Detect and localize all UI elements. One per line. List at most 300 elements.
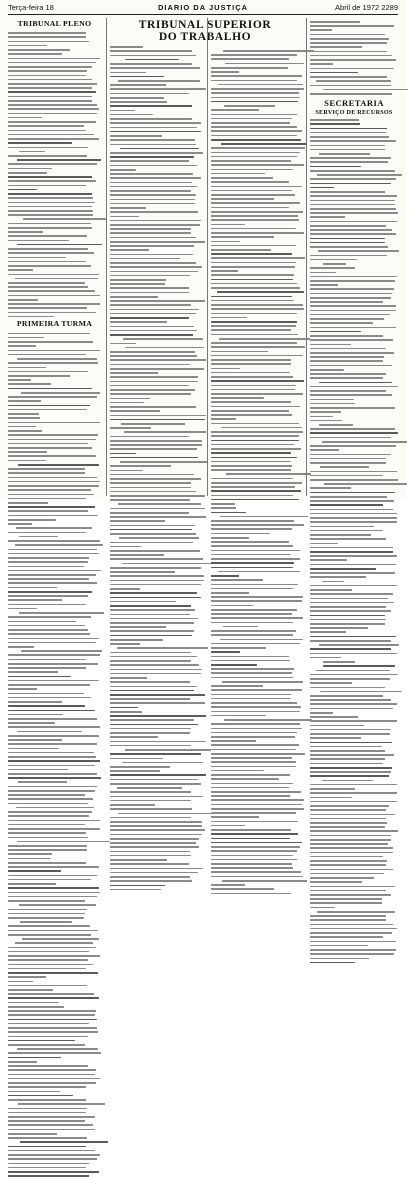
text-line	[110, 512, 189, 514]
text-line	[310, 886, 395, 888]
text-line	[8, 667, 86, 669]
text-line	[110, 791, 191, 793]
text-line	[8, 930, 98, 932]
text-line	[8, 879, 91, 881]
text-line	[8, 439, 96, 441]
text-line	[110, 753, 201, 755]
text-line	[211, 389, 295, 391]
text-line	[8, 400, 41, 402]
text-line	[310, 411, 341, 413]
text-line	[211, 186, 302, 188]
text-line	[211, 808, 304, 810]
text-line	[123, 338, 203, 340]
text-line	[8, 769, 68, 771]
text-line	[211, 122, 290, 124]
text-line	[110, 673, 201, 675]
text-line	[211, 664, 257, 666]
text-line	[110, 465, 171, 467]
text-line	[310, 814, 395, 816]
text-line	[310, 229, 392, 231]
text-line	[110, 127, 197, 129]
text-line	[8, 561, 88, 563]
text-line	[110, 334, 193, 336]
text-line	[8, 172, 47, 174]
text-line	[310, 517, 397, 519]
text-line	[18, 1103, 105, 1105]
text-line	[110, 669, 202, 671]
text-line	[310, 475, 383, 477]
text-line	[110, 863, 189, 865]
text-line	[211, 270, 238, 272]
text-line	[211, 520, 294, 522]
text-line	[211, 317, 247, 319]
text-line	[310, 327, 396, 329]
text-line	[110, 67, 200, 69]
body-text-block	[310, 119, 398, 963]
text-line	[110, 779, 198, 781]
text-line	[220, 516, 308, 518]
text-line	[110, 385, 189, 387]
text-line	[211, 304, 303, 306]
text-line	[110, 766, 170, 768]
section-title-servico-recursos: SERVIÇO DE RECURSOS	[315, 108, 393, 116]
text-line	[322, 581, 344, 583]
text-line	[211, 342, 297, 344]
text-line	[310, 695, 383, 697]
text-line	[8, 866, 99, 868]
text-line	[211, 435, 299, 437]
text-line	[8, 570, 101, 572]
text-line	[8, 295, 100, 297]
text-line	[310, 496, 387, 498]
text-line	[110, 118, 192, 120]
text-line	[211, 380, 304, 382]
text-line	[310, 297, 391, 299]
text-line	[218, 84, 304, 86]
text-line	[110, 343, 136, 345]
text-line	[8, 955, 100, 957]
text-line	[316, 80, 392, 82]
text-line	[8, 964, 93, 966]
text-line	[8, 147, 88, 149]
text-line	[211, 541, 289, 543]
text-line	[211, 313, 297, 315]
text-line	[8, 659, 86, 661]
text-line	[8, 1078, 100, 1080]
text-line	[110, 169, 136, 171]
text-line	[110, 271, 198, 273]
text-line	[211, 257, 305, 259]
text-line	[310, 839, 391, 841]
text-line	[8, 896, 97, 898]
text-line	[310, 119, 359, 121]
text-line	[211, 550, 300, 552]
text-line	[8, 1091, 60, 1093]
text-line	[110, 76, 164, 78]
text-line	[310, 606, 386, 608]
text-line	[8, 887, 99, 889]
text-line	[8, 1108, 87, 1110]
text-line	[8, 1167, 86, 1169]
text-line	[221, 143, 306, 145]
text-line	[110, 398, 150, 400]
text-line	[211, 855, 293, 857]
text-line	[317, 174, 401, 176]
text-line	[211, 825, 245, 827]
text-line	[310, 195, 397, 197]
text-line	[110, 711, 142, 713]
text-line	[8, 815, 89, 817]
text-line	[211, 647, 266, 649]
text-line	[8, 375, 70, 377]
text-line	[110, 190, 191, 192]
text-line	[110, 707, 138, 709]
text-line	[310, 305, 396, 307]
text-line	[8, 383, 51, 385]
text-line	[310, 894, 391, 896]
text-line	[110, 876, 190, 878]
text-line	[310, 238, 385, 240]
text-line	[8, 621, 76, 623]
text-line	[310, 826, 385, 828]
text-line	[8, 214, 93, 216]
text-line	[110, 182, 192, 184]
text-line	[310, 784, 397, 786]
text-line	[110, 834, 202, 836]
text-line	[211, 630, 296, 632]
text-line	[8, 934, 91, 936]
text-line	[110, 728, 191, 730]
text-line	[15, 278, 98, 280]
text-line	[110, 114, 153, 116]
text-line	[8, 125, 84, 127]
text-line	[310, 38, 389, 40]
text-line	[211, 126, 297, 128]
text-line	[211, 668, 294, 670]
text-line	[310, 170, 395, 172]
text-line	[17, 244, 102, 246]
text-line	[8, 189, 37, 191]
text-line	[211, 592, 249, 594]
text-line	[8, 113, 97, 115]
text-line	[211, 300, 294, 302]
text-line	[211, 97, 300, 99]
text-line	[310, 733, 390, 735]
text-line	[8, 265, 91, 267]
text-line	[211, 715, 266, 717]
header-rule	[8, 14, 398, 15]
text-line	[310, 534, 371, 536]
text-line	[110, 571, 175, 573]
text-line	[211, 160, 291, 162]
text-line	[310, 640, 391, 642]
text-line	[211, 461, 291, 463]
text-line	[8, 1150, 95, 1152]
text-line	[8, 532, 86, 534]
text-line	[211, 283, 297, 285]
text-line	[8, 1057, 61, 1059]
text-line	[211, 778, 279, 780]
text-line	[310, 936, 383, 938]
text-line	[211, 173, 265, 175]
text-line	[8, 925, 90, 927]
text-line	[110, 326, 194, 328]
text-line	[211, 75, 302, 77]
text-line	[8, 206, 92, 208]
text-line	[8, 777, 101, 779]
text-line	[310, 233, 396, 235]
text-line	[8, 1163, 89, 1165]
text-line	[8, 1082, 96, 1084]
text-line	[110, 186, 197, 188]
text-line	[8, 515, 98, 517]
text-line	[211, 376, 293, 378]
text-line	[310, 843, 388, 845]
text-line	[8, 798, 93, 800]
text-line	[310, 568, 376, 570]
text-line	[310, 805, 389, 807]
text-line	[110, 72, 146, 74]
text-line	[8, 540, 100, 542]
text-line	[310, 46, 362, 48]
text-line	[8, 748, 59, 750]
text-line	[110, 50, 192, 52]
text-line	[110, 825, 202, 827]
text-line	[323, 89, 407, 91]
text-line	[310, 420, 342, 422]
text-line	[110, 664, 199, 666]
body-text-block	[8, 333, 101, 1177]
text-line	[110, 719, 194, 721]
text-line	[8, 820, 100, 822]
text-line	[8, 1137, 87, 1139]
text-line	[211, 80, 297, 82]
text-line	[8, 1086, 86, 1088]
text-line	[8, 892, 100, 894]
text-line	[8, 443, 88, 445]
text-line	[110, 499, 190, 501]
text-line	[211, 372, 290, 374]
text-line	[8, 409, 87, 411]
text-line	[211, 842, 302, 844]
text-line	[310, 479, 398, 481]
text-line	[8, 654, 100, 656]
text-line	[8, 718, 97, 720]
text-line	[110, 821, 202, 823]
text-line	[110, 249, 149, 251]
text-line	[110, 495, 205, 497]
text-line	[18, 464, 99, 466]
text-line	[110, 686, 197, 688]
text-line	[310, 729, 391, 731]
text-line	[110, 529, 192, 531]
text-line	[15, 942, 93, 944]
text-line	[8, 989, 53, 991]
text-line	[110, 160, 189, 162]
text-line	[8, 341, 93, 343]
text-line	[211, 393, 303, 395]
text-line	[211, 651, 240, 653]
text-line	[224, 719, 311, 721]
text-line	[211, 169, 293, 171]
text-line	[310, 725, 364, 727]
text-line	[8, 599, 62, 601]
text-line	[110, 266, 202, 268]
text-line	[110, 144, 196, 146]
text-line	[8, 663, 98, 665]
text-line	[211, 486, 295, 488]
text-line	[310, 331, 361, 333]
text-line	[8, 1027, 97, 1029]
text-line	[310, 471, 397, 473]
text-line	[211, 346, 305, 348]
text-line	[110, 770, 160, 772]
text-line	[8, 794, 85, 796]
text-line	[110, 677, 147, 679]
text-line	[310, 864, 386, 866]
text-line	[310, 191, 385, 193]
text-line	[310, 543, 338, 545]
text-line	[310, 301, 383, 303]
text-line	[110, 321, 167, 323]
text-line	[310, 716, 358, 718]
text-line	[110, 702, 205, 704]
text-line	[21, 392, 100, 394]
text-line	[110, 601, 176, 603]
text-line	[110, 885, 165, 887]
text-line	[8, 1006, 64, 1008]
text-line	[110, 567, 201, 569]
text-line	[122, 762, 203, 764]
text-line	[110, 63, 192, 65]
text-line	[310, 932, 392, 934]
text-line	[8, 752, 94, 754]
text-line	[310, 627, 368, 629]
text-line	[8, 299, 38, 301]
text-line	[310, 856, 383, 858]
text-line	[110, 817, 191, 819]
text-line	[211, 368, 240, 370]
text-line	[110, 101, 167, 103]
text-line	[310, 178, 396, 180]
text-line	[110, 368, 204, 370]
text-line	[310, 788, 355, 790]
text-line	[310, 63, 333, 65]
text-line	[110, 292, 189, 294]
text-line	[310, 953, 394, 955]
text-line	[211, 838, 290, 840]
text-line	[310, 462, 386, 464]
text-line	[310, 720, 397, 722]
text-line	[310, 559, 347, 561]
text-line	[211, 482, 302, 484]
text-line	[8, 396, 97, 398]
text-line	[8, 1146, 86, 1148]
text-line	[8, 286, 88, 288]
text-line	[8, 523, 32, 525]
text-line	[211, 888, 274, 890]
text-line	[310, 42, 387, 44]
text-line	[110, 660, 191, 662]
text-line	[211, 478, 293, 480]
text-line	[319, 644, 399, 646]
text-line	[211, 190, 292, 192]
text-line	[110, 470, 143, 472]
text-line	[8, 176, 92, 178]
text-line	[211, 871, 301, 873]
text-line	[211, 219, 299, 221]
text-line	[310, 881, 362, 883]
text-line	[125, 347, 204, 349]
text-line	[310, 68, 394, 70]
text-line	[211, 164, 304, 166]
text-line	[8, 227, 92, 229]
text-line	[310, 822, 387, 824]
text-line	[211, 799, 304, 801]
text-line	[110, 194, 196, 196]
text-line	[310, 598, 388, 600]
text-line	[8, 1031, 98, 1033]
text-line	[323, 661, 355, 663]
text-line	[110, 406, 196, 408]
text-line	[310, 344, 351, 346]
text-line	[211, 253, 292, 255]
text-line	[110, 800, 191, 802]
text-line	[8, 303, 100, 305]
text-line	[310, 576, 366, 578]
text-line	[8, 231, 43, 233]
text-line	[310, 919, 386, 921]
text-line	[8, 96, 92, 98]
text-line	[8, 578, 89, 580]
newspaper-page	[0, 0, 406, 500]
text-line	[8, 1171, 99, 1173]
text-line	[8, 290, 95, 292]
text-line	[211, 884, 245, 886]
text-line	[8, 87, 92, 89]
text-line	[218, 571, 300, 573]
text-line	[8, 1069, 96, 1071]
text-line	[8, 646, 34, 648]
text-line	[211, 846, 300, 848]
text-line	[110, 846, 199, 848]
text-line	[223, 50, 314, 52]
text-line	[211, 685, 263, 687]
text-line	[8, 1044, 85, 1046]
text-line	[323, 665, 395, 667]
text-line	[310, 394, 392, 396]
text-line	[322, 780, 373, 782]
text-line	[8, 45, 47, 47]
text-line	[110, 851, 190, 853]
text-line	[310, 492, 395, 494]
text-line	[110, 774, 206, 776]
text-line	[310, 538, 386, 540]
text-line	[318, 250, 399, 252]
text-line	[211, 584, 298, 586]
text-line	[8, 604, 86, 606]
text-line	[8, 997, 99, 999]
text-line	[310, 166, 361, 168]
text-line	[310, 157, 391, 159]
section-title-tribunal-pleno: TRIBUNAL PLENO	[17, 19, 92, 28]
text-line	[8, 379, 31, 381]
text-line	[8, 582, 97, 584]
text-line	[8, 828, 100, 830]
text-line	[8, 951, 89, 953]
text-line	[110, 110, 135, 112]
text-line	[122, 563, 217, 565]
